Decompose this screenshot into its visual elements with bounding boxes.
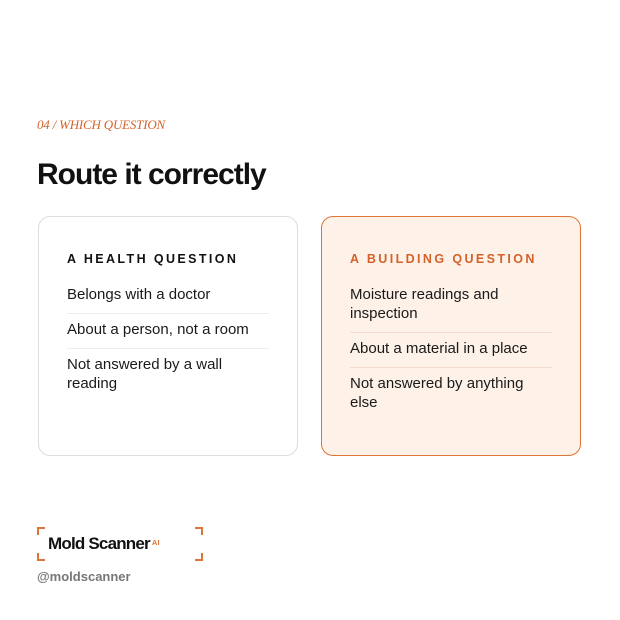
list-item: Not answered by a wall reading <box>67 348 269 402</box>
brand-logo <box>37 527 203 561</box>
building-question-card <box>321 216 581 456</box>
frame-corner-icon <box>195 527 203 535</box>
health-item-list <box>67 279 269 402</box>
list-item: About a material in a place <box>350 332 552 367</box>
frame-corner-icon <box>37 527 45 535</box>
social-handle: @moldscanner <box>37 569 131 584</box>
list-item: Not answered by anything else <box>350 367 552 421</box>
brand-wordmark <box>48 534 160 554</box>
frame-corner-icon <box>195 553 203 561</box>
list-item: About a person, not a room <box>67 313 269 348</box>
brand-superscript: AI <box>151 538 160 547</box>
card-label-building: A BUILDING QUESTION <box>350 252 537 266</box>
list-item: Moisture readings and inspection <box>350 286 499 322</box>
eyebrow-label: 04 / WHICH QUESTION <box>37 117 166 132</box>
building-item-list <box>350 279 552 421</box>
health-question-card <box>38 216 298 456</box>
page-title: Route it correctly <box>37 158 266 191</box>
list-item: Belongs with a doctor <box>67 286 211 303</box>
card-label-health: A HEALTH QUESTION <box>67 252 239 266</box>
frame-corner-icon <box>37 553 45 561</box>
brand-name: Mold Scanner <box>48 534 150 553</box>
